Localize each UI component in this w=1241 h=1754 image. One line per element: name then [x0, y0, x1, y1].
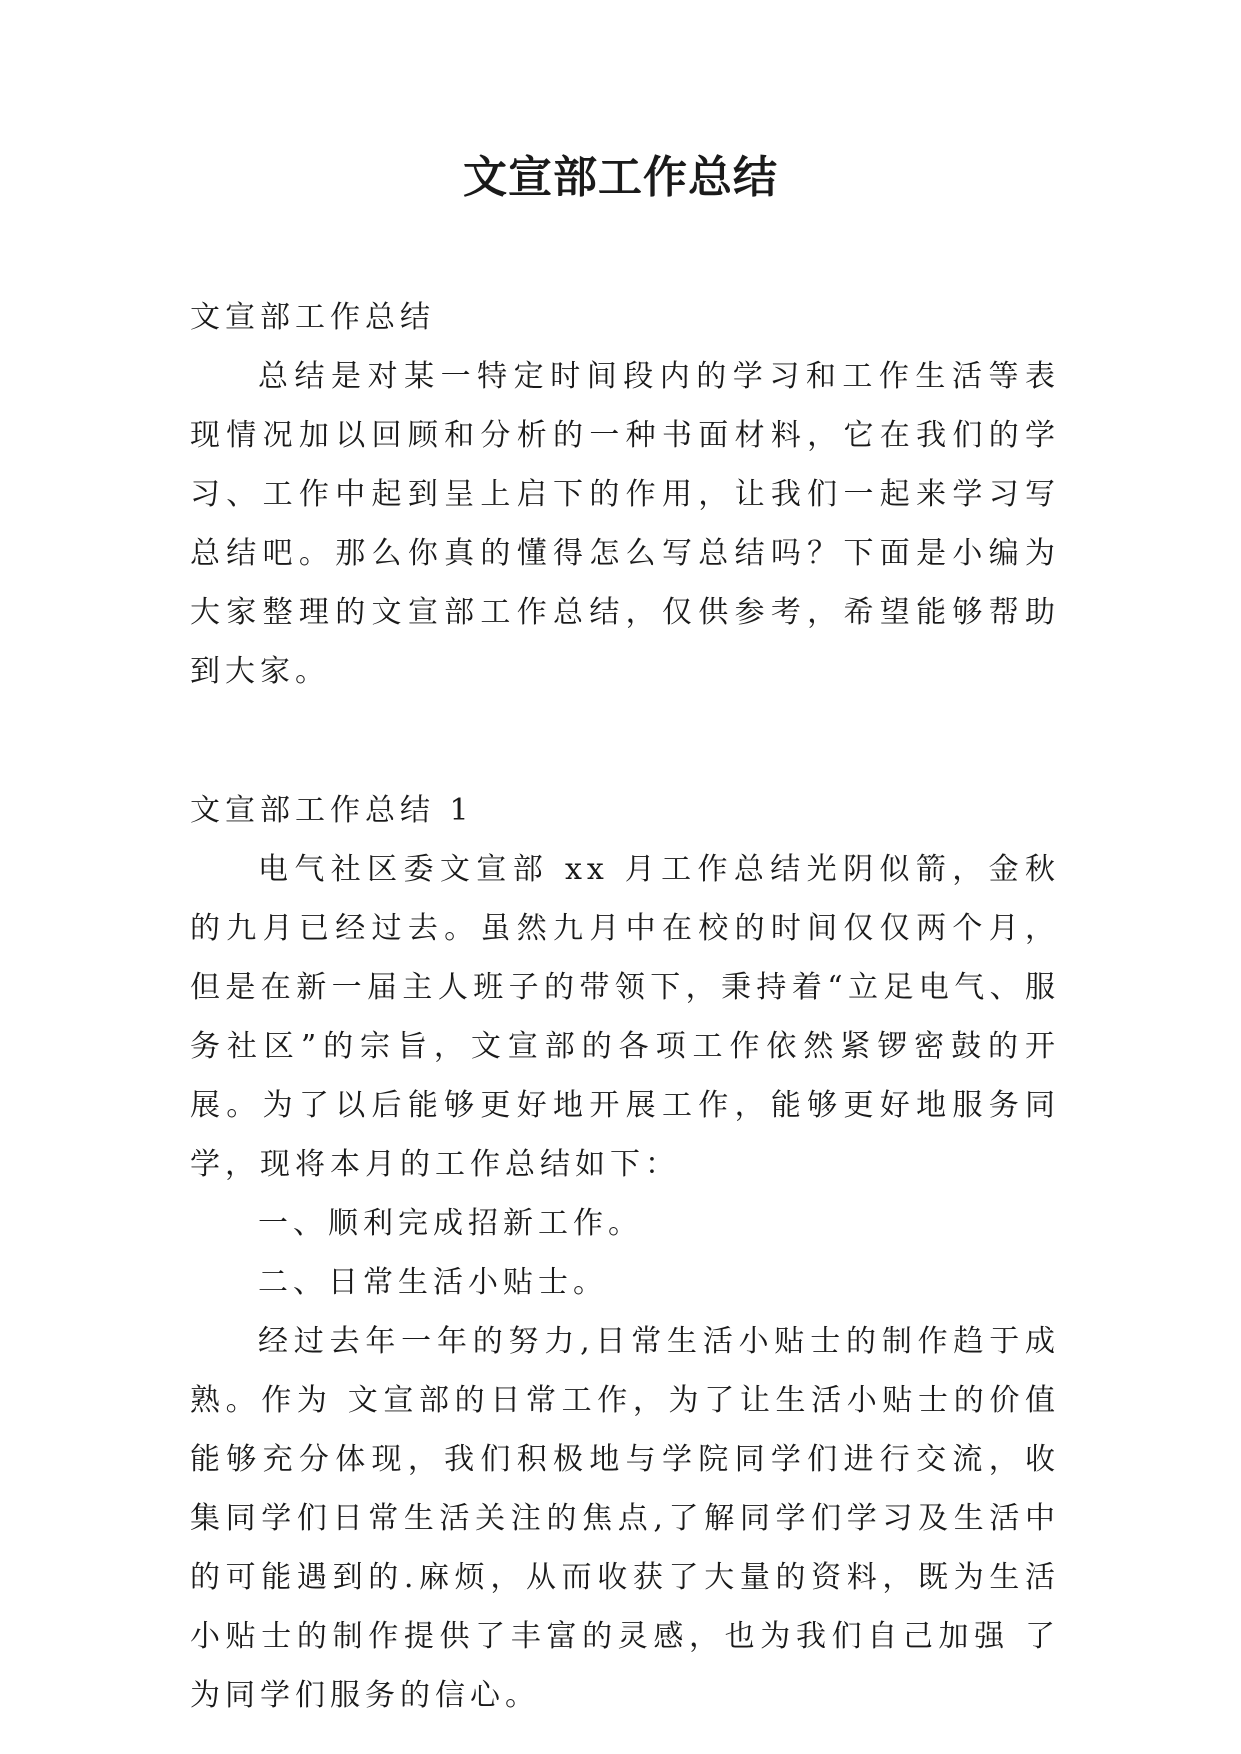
section-1-paragraph: 电气社区委文宣部 xx 月工作总结光阴似箭，金秋的九月已经过去。虽然九月中在校的时间仅仅两个月，但是在新一届主人班子的带领下，秉持着“立足电气、服务社区”的宗旨，文宣部的各项工作依然紧锣密鼓的开展。为了以后能够更好地开展工作，能够更好地服务同学，现将本月的工作总结如下： — [190, 852, 1060, 1182]
document-body — [190, 288, 1060, 1725]
intro-paragraph: 总结是对某一特定时间段内的学习和工作生活等表现情况加以回顾和分析的一种书面材料，它在我们的学习、工作中起到呈上启下的作用，让我们一起来学习写总结吧。那么你真的懂得怎么写总结吗？下面是小编为大家整理的文宣部工作总结，仅供参考，希望能够帮助到大家。 — [190, 359, 1060, 689]
list-item-2-paragraph: 经过去年一年的努力,日常生活小贴士的制作趋于成熟。作为 文宣部的日常工作，为了让生活小贴士的价值能够充分体现，我们积极地与学院同学们进行交流，收集同学们日常生活关注的焦点,了解同学们学习及生活中的可能遇到的.麻烦，从而收获了大量的资料，既为生活小贴士的制作提供了丰富的灵感，也为我们自己加强 了为同学们服务的信心。 — [190, 1324, 1060, 1713]
section-1-heading: 文宣部工作总结 1 — [190, 793, 474, 828]
intro-heading: 文宣部工作总结 — [190, 300, 435, 335]
list-item-1: 一、顺利完成招新工作。 — [258, 1206, 643, 1241]
list-item-2: 二、日常生活小贴士。 — [258, 1265, 608, 1300]
section-spacer — [190, 701, 1060, 781]
document-title: 文宣部工作总结 — [463, 152, 778, 203]
